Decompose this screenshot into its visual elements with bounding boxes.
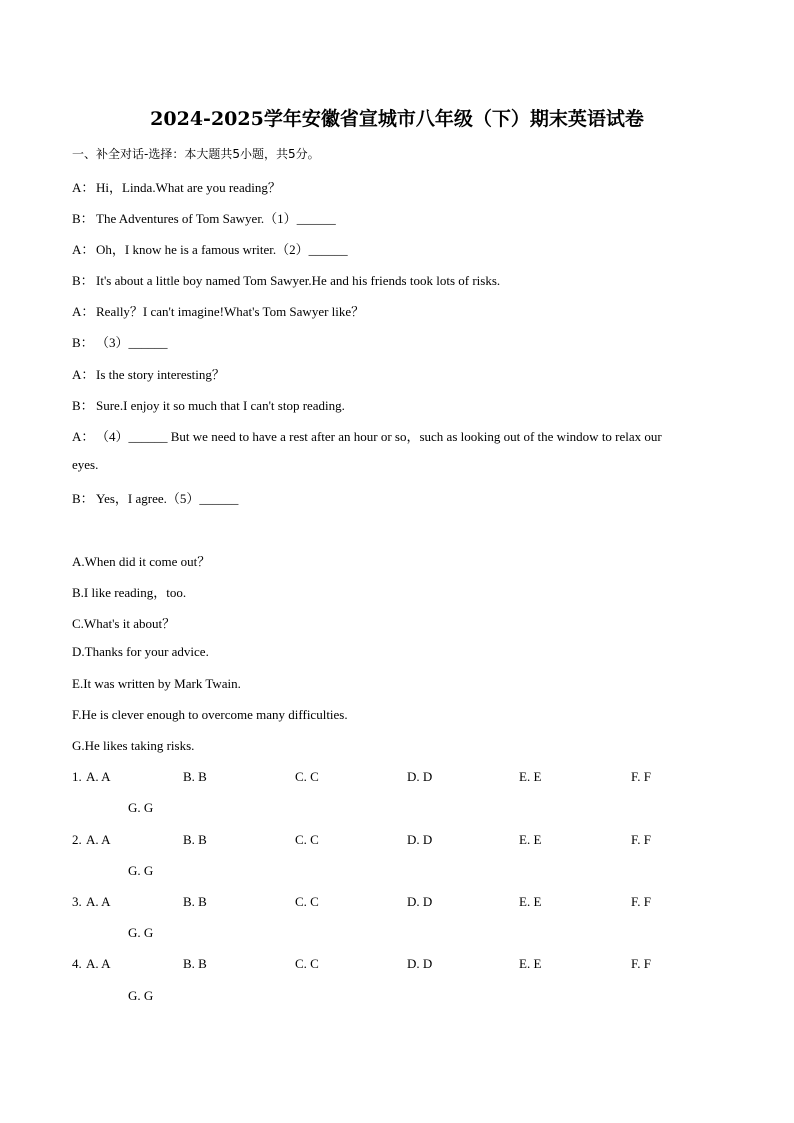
option-g[interactable]: G. G — [128, 800, 154, 815]
option-a[interactable]: A. A — [86, 956, 111, 971]
dialogue-line — [72, 332, 168, 351]
dialogue-text: The Adventures of Tom Sawyer.（1） — [96, 211, 297, 226]
exam-title: 2024-2025学年安徽省宣城市八年级（下）期末英语试卷 — [150, 108, 644, 130]
option-f[interactable]: F. F — [631, 894, 651, 909]
dialogue-text: Yes，I agree.（5） — [96, 491, 200, 506]
question-row — [72, 894, 722, 914]
option-d[interactable]: D. D — [407, 769, 433, 784]
option-a[interactable]: A. A — [86, 894, 111, 909]
dialogue-line — [72, 270, 500, 289]
question-row-continued — [72, 925, 722, 945]
dialogue-text: Is the story interesting？ — [96, 367, 225, 382]
option-c[interactable]: C. C — [295, 894, 319, 909]
question-row-continued — [72, 988, 722, 1008]
dialogue-line — [72, 395, 345, 414]
question-number: 3. — [72, 894, 82, 909]
option-f[interactable]: F. F — [631, 769, 651, 784]
choice-item: A.When did it come out？ — [72, 554, 211, 569]
option-e[interactable]: E. E — [519, 956, 542, 971]
speaker-label: B： — [72, 273, 94, 288]
option-b[interactable]: B. B — [183, 769, 207, 784]
option-f[interactable]: F. F — [631, 832, 651, 847]
question-row — [72, 769, 722, 789]
dialogue-text: It's about a little boy named Tom Sawyer.He and his friends took lots of risks. — [96, 273, 501, 288]
dialogue-text: （4）______ But we need to have a rest after an hour or so，such as looking out of the window to relax our — [96, 429, 662, 444]
speaker-label: B： — [72, 398, 94, 413]
option-c[interactable]: C. C — [295, 956, 319, 971]
option-d[interactable]: D. D — [407, 832, 433, 847]
dialogue-text: Hi，Linda.What are you reading？ — [96, 180, 281, 195]
question-number: 2. — [72, 832, 82, 847]
speaker-label: A： — [72, 367, 95, 382]
option-e[interactable]: E. E — [519, 832, 542, 847]
speaker-label: A： — [72, 429, 95, 444]
question-row — [72, 832, 722, 852]
dialogue-line — [72, 426, 662, 445]
option-g[interactable]: G. G — [128, 925, 154, 940]
option-g[interactable]: G. G — [128, 988, 154, 1003]
dialogue-line — [72, 488, 238, 507]
choice-item: C.What's it about？ — [72, 616, 176, 631]
dialogue-line — [72, 208, 336, 227]
choice-item: G.He likes taking risks. — [72, 738, 195, 753]
dialogue-line — [72, 457, 98, 473]
dialogue-line — [72, 301, 364, 320]
dialogue-line — [72, 239, 348, 258]
option-g[interactable]: G. G — [128, 863, 154, 878]
speaker-label: B： — [72, 335, 94, 350]
dialogue-line — [72, 177, 281, 196]
answer-blank[interactable]: ______ — [308, 242, 348, 257]
option-a[interactable]: A. A — [86, 769, 111, 784]
dialogue-text: Really？I can't imagine!What's Tom Sawyer like？ — [96, 304, 365, 319]
answer-blank[interactable]: ______ — [199, 491, 239, 506]
section-heading: 一、补全对话-选择：本大题共5小题，共5分。 — [72, 147, 320, 161]
choice-item: E.It was written by Mark Twain. — [72, 676, 241, 691]
option-b[interactable]: B. B — [183, 894, 207, 909]
speaker-label: A： — [72, 180, 95, 195]
option-d[interactable]: D. D — [407, 894, 433, 909]
option-e[interactable]: E. E — [519, 769, 542, 784]
speaker-label: A： — [72, 304, 95, 319]
option-c[interactable]: C. C — [295, 832, 319, 847]
option-d[interactable]: D. D — [407, 956, 433, 971]
answer-blank[interactable]: ______ — [128, 335, 168, 350]
answer-blank[interactable]: ______ — [296, 211, 336, 226]
speaker-label: B： — [72, 491, 94, 506]
question-number: 4. — [72, 956, 82, 971]
choice-item: F.He is clever enough to overcome many difficulties. — [72, 707, 348, 722]
option-b[interactable]: B. B — [183, 832, 207, 847]
question-row — [72, 956, 722, 976]
choice-item: D.Thanks for your advice. — [72, 644, 209, 659]
option-a[interactable]: A. A — [86, 832, 111, 847]
question-row-continued — [72, 863, 722, 883]
speaker-label: B： — [72, 211, 94, 226]
option-f[interactable]: F. F — [631, 956, 651, 971]
option-b[interactable]: B. B — [183, 956, 207, 971]
question-row-continued — [72, 800, 722, 820]
dialogue-line — [72, 364, 225, 383]
option-e[interactable]: E. E — [519, 894, 542, 909]
dialogue-text: （3） — [96, 335, 129, 350]
dialogue-text: eyes. — [72, 457, 99, 472]
speaker-label: A： — [72, 242, 95, 257]
question-number: 1. — [72, 769, 82, 784]
dialogue-text: Oh，I know he is a famous writer.（2） — [96, 242, 309, 257]
dialogue-text: Sure.I enjoy it so much that I can't stop reading. — [96, 398, 345, 413]
choice-item: B.I like reading，too. — [72, 585, 187, 600]
option-c[interactable]: C. C — [295, 769, 319, 784]
